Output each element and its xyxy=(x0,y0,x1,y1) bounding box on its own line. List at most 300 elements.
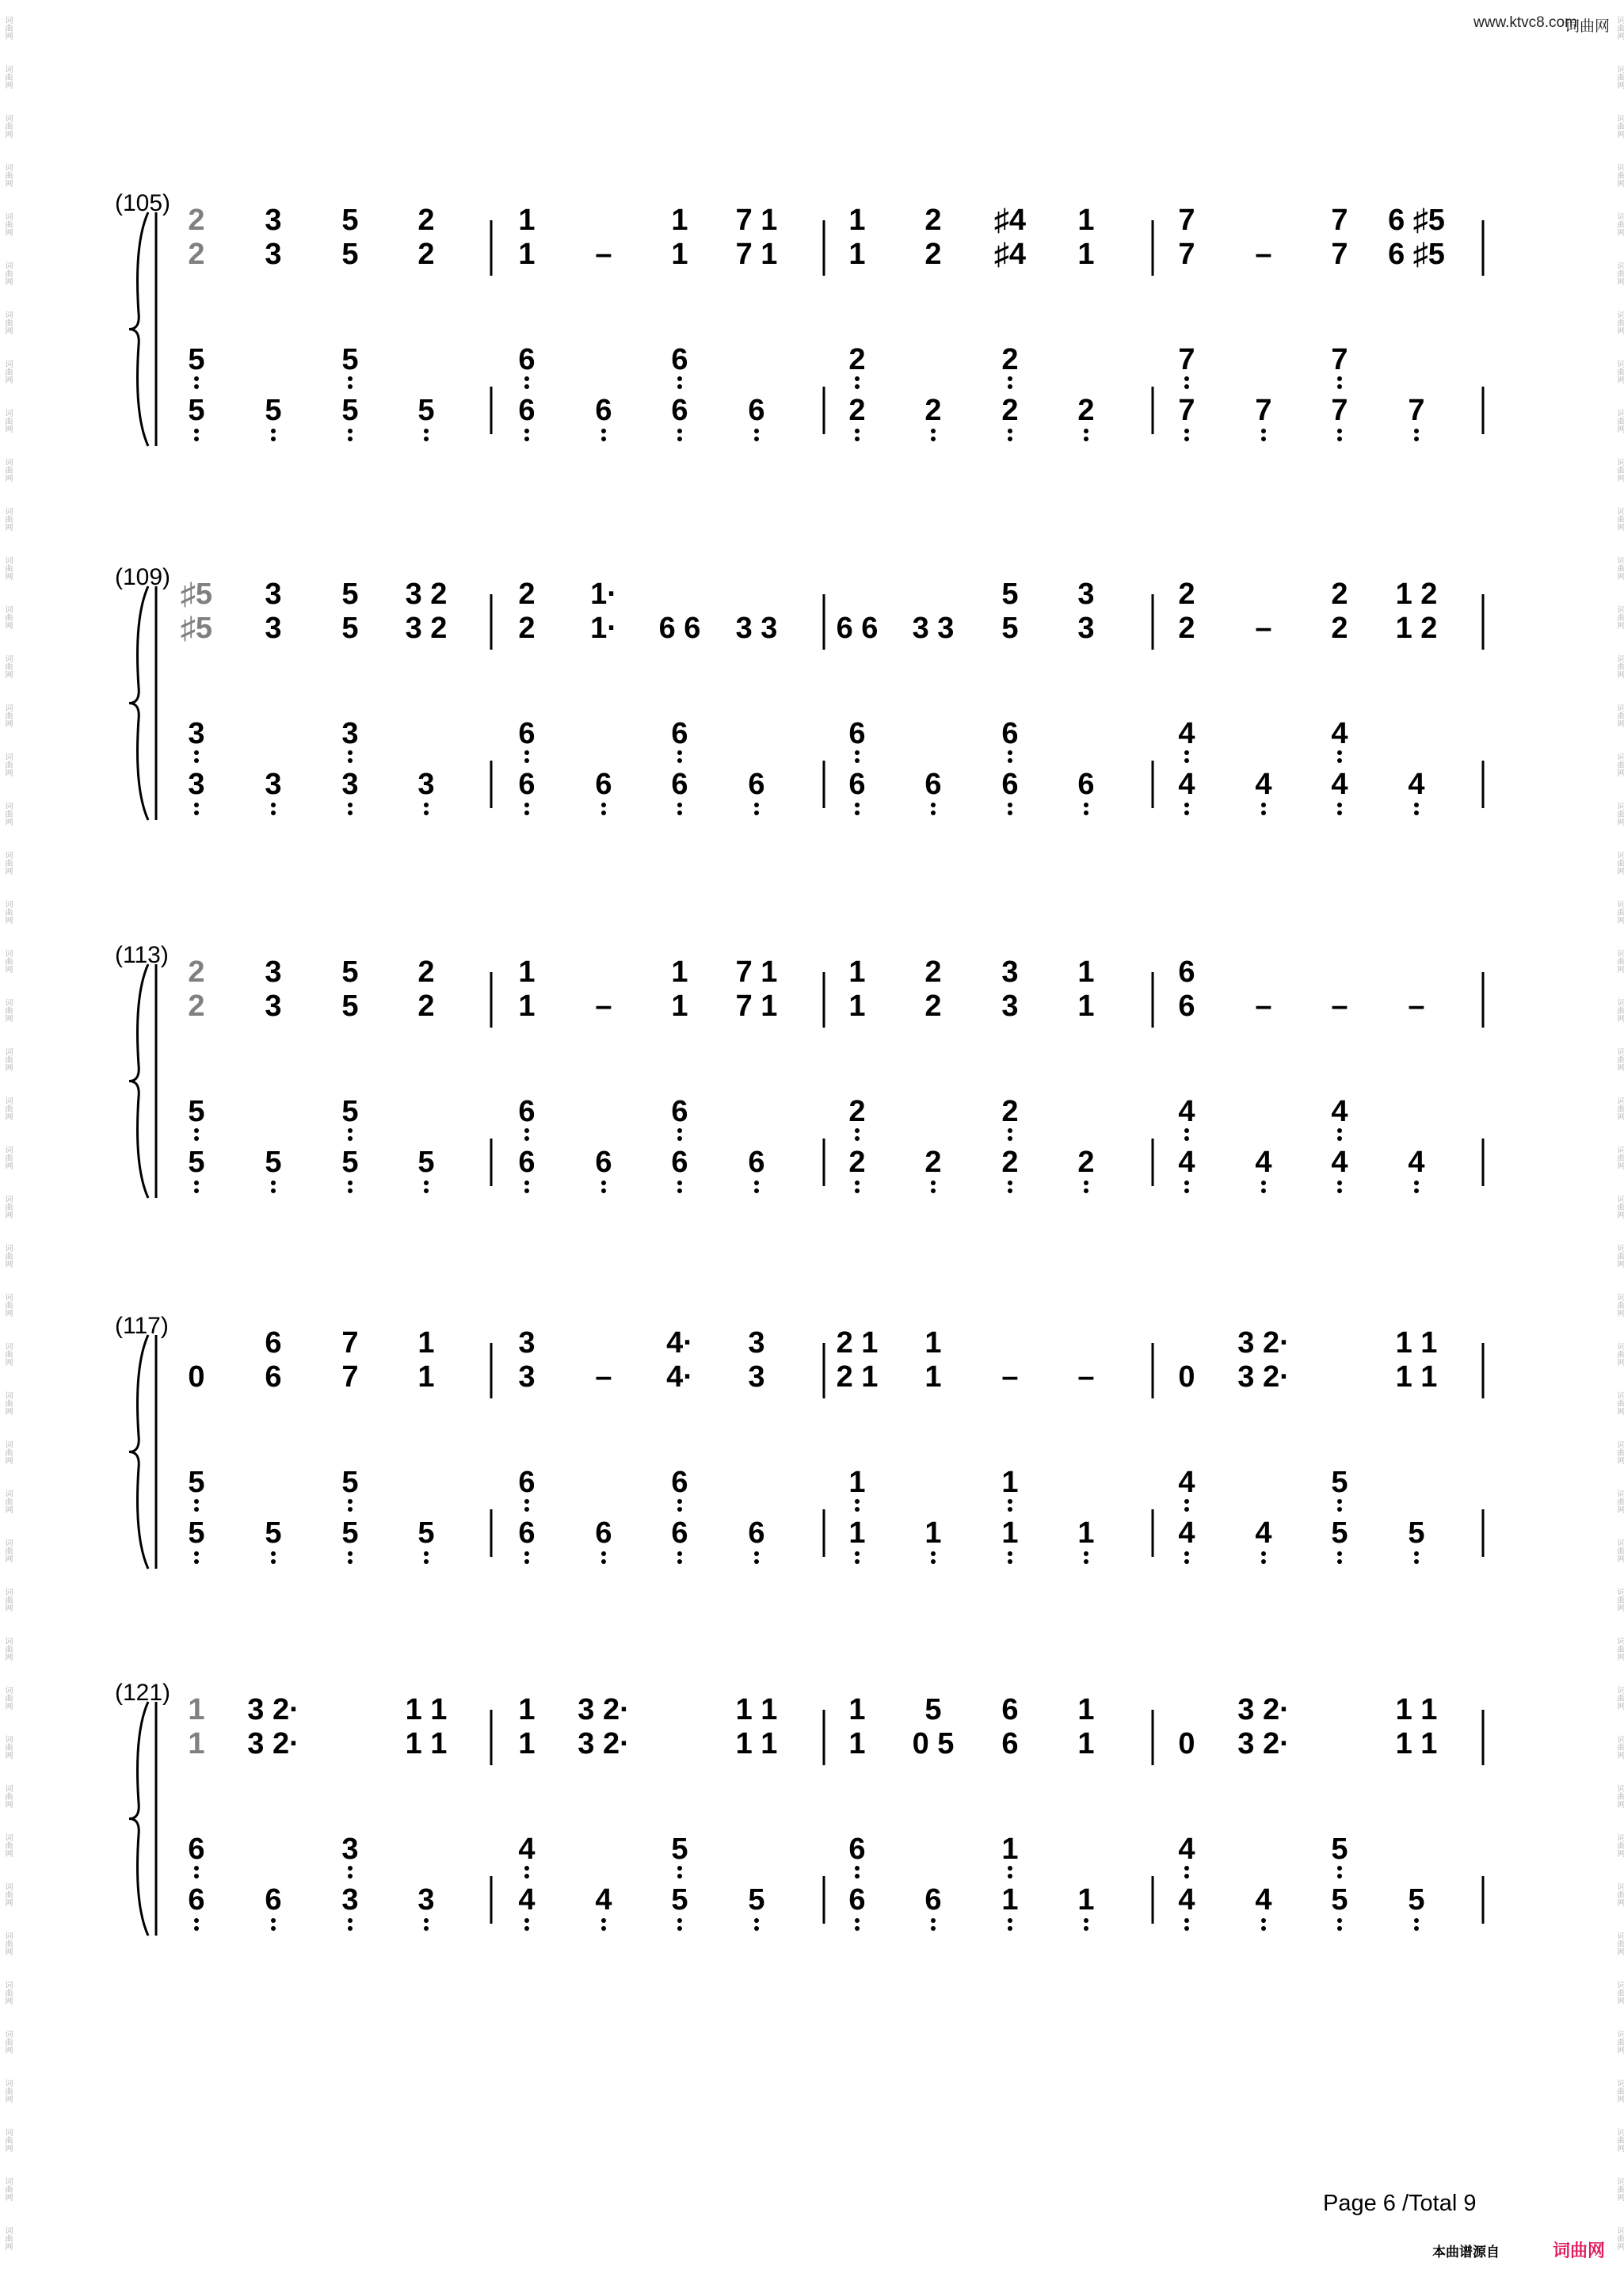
octave-dot xyxy=(855,437,860,441)
octave-dot xyxy=(1184,811,1189,815)
edge-watermark: 词曲网 xyxy=(3,1244,12,1268)
edge-watermark: 词曲网 xyxy=(3,163,12,187)
octave-dot xyxy=(754,437,759,441)
score-note: 6 6 xyxy=(658,612,701,645)
edge-watermark: 词曲网 xyxy=(3,360,12,383)
edge-watermark: 词曲网 xyxy=(3,409,12,433)
octave-dot xyxy=(424,1551,429,1556)
octave-dot xyxy=(1008,758,1012,763)
score-note: 6 xyxy=(518,394,536,427)
octave-dot xyxy=(677,1866,682,1871)
edge-watermark: 词曲网 xyxy=(3,851,12,875)
octave-dot xyxy=(1337,1866,1342,1871)
grand-staff-brace xyxy=(129,1335,148,1569)
score-note: 6 xyxy=(518,768,536,801)
score-note: 5 xyxy=(1331,1516,1348,1550)
score-note: 1· xyxy=(590,612,617,645)
octave-dot xyxy=(524,811,529,815)
octave-dot xyxy=(1261,811,1266,815)
score-note: – xyxy=(1077,1360,1095,1394)
edge-watermark: 词曲网 xyxy=(3,1932,12,1955)
score-note: 3 xyxy=(341,1833,359,1866)
score-note: 1 1 xyxy=(1395,1326,1438,1360)
edge-watermark: 词曲网 xyxy=(3,1293,12,1317)
octave-dot xyxy=(931,1188,936,1193)
score-note: 5 xyxy=(341,394,359,427)
octave-dot xyxy=(348,1507,353,1512)
edge-watermark: 词曲网 xyxy=(3,16,12,40)
measure-number-label: (113) xyxy=(115,942,169,968)
score-note: 6 xyxy=(518,1146,536,1179)
octave-dot xyxy=(1337,1551,1342,1556)
score-note: 3 xyxy=(341,768,359,801)
octave-dot xyxy=(601,1551,606,1556)
score-note: 4 xyxy=(1178,1466,1195,1499)
edge-watermark: 词曲网 xyxy=(3,261,12,285)
score-note: 2 xyxy=(518,578,536,611)
octave-dot xyxy=(1337,1926,1342,1931)
octave-dot xyxy=(1261,429,1266,433)
octave-dot xyxy=(1008,1551,1012,1556)
octave-dot xyxy=(524,1188,529,1193)
octave-dot xyxy=(1184,1128,1189,1133)
score-note: 2 xyxy=(1001,1095,1019,1128)
octave-dot xyxy=(271,429,276,433)
edge-watermark: 词曲网 xyxy=(3,507,12,531)
score-note: – xyxy=(595,1360,612,1394)
score-note: 1 1 xyxy=(1395,1727,1438,1760)
octave-dot xyxy=(1008,1499,1012,1504)
edge-watermark: 词曲网 xyxy=(3,1440,12,1464)
score-note: 1· xyxy=(590,578,617,611)
octave-dot xyxy=(524,758,529,763)
score-note: 3 xyxy=(265,956,282,989)
octave-dot xyxy=(1414,1181,1419,1185)
octave-dot xyxy=(1337,1136,1342,1141)
octave-dot xyxy=(348,1866,353,1871)
measure-number-label: (105) xyxy=(115,190,171,216)
score-note: 2 xyxy=(188,204,205,237)
edge-watermark: 词曲网 xyxy=(3,1833,12,1857)
octave-dot xyxy=(931,1559,936,1564)
edge-watermark: 词曲网 xyxy=(1615,1391,1624,1415)
edge-watermark: 词曲网 xyxy=(1615,556,1624,580)
score-note: 5 xyxy=(1001,612,1019,645)
octave-dot xyxy=(1084,803,1088,807)
score-note: 2 xyxy=(924,394,942,427)
octave-dot xyxy=(524,1128,529,1133)
edge-watermark: 词曲网 xyxy=(1615,1244,1624,1268)
octave-dot xyxy=(1414,429,1419,433)
octave-dot xyxy=(1337,758,1342,763)
octave-dot xyxy=(1008,429,1012,433)
score-note: – xyxy=(1408,990,1425,1023)
score-note: 5 xyxy=(1001,578,1019,611)
octave-dot xyxy=(855,1188,860,1193)
score-note: 1 xyxy=(1001,1516,1019,1550)
score-note: 2 xyxy=(417,956,435,989)
score-note: 5 xyxy=(341,1095,359,1128)
edge-watermark: 词曲网 xyxy=(3,2226,12,2250)
octave-dot xyxy=(931,429,936,433)
edge-watermark: 词曲网 xyxy=(1615,114,1624,138)
score-note: 5 xyxy=(341,204,359,237)
score-note: ♯4 xyxy=(993,238,1027,271)
score-note: 1 xyxy=(1077,204,1095,237)
octave-dot xyxy=(1008,376,1012,381)
score-note: 6 xyxy=(671,717,688,750)
score-note: 5 xyxy=(341,578,359,611)
score-note: 6 xyxy=(1001,1693,1019,1726)
octave-dot xyxy=(348,376,353,381)
score-note: 6 xyxy=(671,1516,688,1550)
score-system xyxy=(115,942,1483,1198)
grand-staff-brace xyxy=(129,212,148,446)
edge-watermark: 词曲网 xyxy=(1615,1637,1624,1661)
octave-dot xyxy=(1414,803,1419,807)
octave-dot xyxy=(1414,1559,1419,1564)
edge-watermark: 词曲网 xyxy=(1615,1539,1624,1562)
edge-watermark: 词曲网 xyxy=(3,1981,12,2004)
score-note: 3 xyxy=(748,1326,765,1360)
score-note: 6 xyxy=(671,343,688,376)
edge-watermark: 词曲网 xyxy=(1615,1784,1624,1808)
octave-dot xyxy=(855,1507,860,1512)
octave-dot xyxy=(1184,1188,1189,1193)
score-note: 5 xyxy=(265,394,282,427)
octave-dot xyxy=(1261,437,1266,441)
score-note: 3 2· xyxy=(247,1727,299,1760)
score-note: 1 xyxy=(188,1693,205,1726)
edge-watermark: 词曲网 xyxy=(1615,1342,1624,1366)
octave-dot xyxy=(855,1866,860,1871)
score-note: 3 2 xyxy=(405,612,448,645)
score-note: 1 xyxy=(848,238,866,271)
edge-watermark: 词曲网 xyxy=(3,704,12,727)
octave-dot xyxy=(1337,811,1342,815)
score-note: 6 xyxy=(518,1095,536,1128)
score-note: 3 xyxy=(265,768,282,801)
score-note: – xyxy=(1331,990,1348,1023)
octave-dot xyxy=(855,758,860,763)
octave-dot xyxy=(1008,384,1012,389)
score-note: 6 xyxy=(1178,956,1195,989)
score-note: 2 xyxy=(1331,578,1348,611)
score-note: 6 xyxy=(924,768,942,801)
edge-watermark: 词曲网 xyxy=(1615,1686,1624,1710)
score-note: 5 xyxy=(671,1883,688,1917)
score-note: 5 xyxy=(417,394,435,427)
octave-dot xyxy=(1184,758,1189,763)
octave-dot xyxy=(524,1874,529,1879)
edge-watermark: 词曲网 xyxy=(1615,2128,1624,2152)
octave-dot xyxy=(194,1559,199,1564)
octave-dot xyxy=(1337,1499,1342,1504)
edge-watermark: 词曲网 xyxy=(3,998,12,1022)
score-note: 1 xyxy=(518,204,536,237)
octave-dot xyxy=(754,1188,759,1193)
edge-watermark: 词曲网 xyxy=(1615,1490,1624,1513)
score-note: 2 xyxy=(1077,394,1095,427)
score-note: 4 xyxy=(518,1833,536,1866)
edge-watermark: 词曲网 xyxy=(1615,16,1624,40)
page-indicator: Page 6 /Total 9 xyxy=(1323,2191,1477,2216)
score-note: 5 xyxy=(341,1146,359,1179)
octave-dot xyxy=(601,429,606,433)
score-note: 2 xyxy=(417,990,435,1023)
octave-dot xyxy=(524,1926,529,1931)
octave-dot xyxy=(194,384,199,389)
octave-dot xyxy=(677,1551,682,1556)
score-note: 3 3 xyxy=(735,612,778,645)
score-note: 2 1 xyxy=(836,1326,879,1360)
edge-watermark: 词曲网 xyxy=(1615,802,1624,826)
octave-dot xyxy=(424,1918,429,1923)
edge-watermark: 词曲网 xyxy=(3,1588,12,1612)
score-note: 7 xyxy=(1178,238,1195,271)
octave-dot xyxy=(1337,1559,1342,1564)
octave-dot xyxy=(524,384,529,389)
octave-dot xyxy=(348,437,353,441)
edge-watermark: 词曲网 xyxy=(3,1735,12,1759)
octave-dot xyxy=(1008,1559,1012,1564)
score-note: 0 xyxy=(1178,1727,1195,1760)
octave-dot xyxy=(194,1926,199,1931)
octave-dot xyxy=(1084,1559,1088,1564)
octave-dot xyxy=(271,1559,276,1564)
octave-dot xyxy=(754,1918,759,1923)
score-note: 3 xyxy=(265,612,282,645)
score-note: 6 xyxy=(1178,990,1195,1023)
score-note: 7 xyxy=(1408,394,1425,427)
score-note: 2 xyxy=(848,394,866,427)
octave-dot xyxy=(1184,1559,1189,1564)
octave-dot xyxy=(348,1918,353,1923)
score-note: 7 xyxy=(1331,394,1348,427)
octave-dot xyxy=(1414,437,1419,441)
octave-dot xyxy=(677,803,682,807)
footer-logo: 词曲网 xyxy=(1553,2241,1606,2260)
score-note: 3 xyxy=(341,1883,359,1917)
octave-dot xyxy=(754,1926,759,1931)
score-note: 2 xyxy=(188,956,205,989)
score-note: 2 1 xyxy=(836,1360,879,1394)
score-note: 6 xyxy=(265,1360,282,1394)
header-site-url: www.ktvc8.com xyxy=(1473,14,1577,31)
measure-number-label: (121) xyxy=(115,1680,171,1706)
score-note: 4 xyxy=(1255,1146,1272,1179)
octave-dot xyxy=(1414,1926,1419,1931)
octave-dot xyxy=(1184,437,1189,441)
score-note: 3 xyxy=(748,1360,765,1394)
edge-watermark: 词曲网 xyxy=(3,1686,12,1710)
score-note: 6 xyxy=(265,1883,282,1917)
octave-dot xyxy=(194,1128,199,1133)
score-note: 6 xyxy=(595,1146,612,1179)
octave-dot xyxy=(855,384,860,389)
octave-dot xyxy=(271,1188,276,1193)
octave-dot xyxy=(1084,1918,1088,1923)
grand-staff-brace xyxy=(129,964,148,1198)
octave-dot xyxy=(271,1918,276,1923)
score-note: 4 xyxy=(1255,768,1272,801)
octave-dot xyxy=(601,1926,606,1931)
score-note: 2 xyxy=(1077,1146,1095,1179)
edge-watermark: 词曲网 xyxy=(1615,605,1624,629)
score-note: 1 xyxy=(924,1516,942,1550)
octave-dot xyxy=(601,1188,606,1193)
octave-dot xyxy=(348,1128,353,1133)
score-note: 1 xyxy=(518,956,536,989)
score-note: 5 xyxy=(341,990,359,1023)
edge-watermark: 词曲网 xyxy=(3,1539,12,1562)
score-note: 5 xyxy=(1331,1883,1348,1917)
octave-dot xyxy=(677,384,682,389)
octave-dot xyxy=(424,803,429,807)
octave-dot xyxy=(677,1136,682,1141)
octave-dot xyxy=(524,437,529,441)
octave-dot xyxy=(348,1136,353,1141)
score-note: 0 xyxy=(188,1360,205,1394)
octave-dot xyxy=(1084,811,1088,815)
octave-dot xyxy=(194,1874,199,1879)
score-note: 7 1 xyxy=(735,990,778,1023)
score-note: 6 xyxy=(671,768,688,801)
octave-dot xyxy=(601,811,606,815)
edge-watermark: 词曲网 xyxy=(3,1047,12,1071)
octave-dot xyxy=(1337,1874,1342,1879)
score-note: 5 xyxy=(188,1516,205,1550)
score-note: 1 xyxy=(1001,1833,1019,1866)
edge-watermark: 词曲网 xyxy=(1615,2226,1624,2250)
edge-watermark: 词曲网 xyxy=(1615,900,1624,924)
score-note: 6 xyxy=(671,394,688,427)
octave-dot xyxy=(1008,1874,1012,1879)
octave-dot xyxy=(1184,1507,1189,1512)
score-note: 1 xyxy=(188,1727,205,1760)
score-note: 1 xyxy=(848,1693,866,1726)
edge-watermark: 词曲网 xyxy=(3,1097,12,1120)
edge-watermark: 词曲网 xyxy=(1615,1981,1624,2004)
score-note: 3 2· xyxy=(1237,1360,1290,1394)
score-note: 1 xyxy=(671,956,688,989)
edge-watermark: 词曲网 xyxy=(3,2177,12,2201)
score-note: 5 xyxy=(1408,1516,1425,1550)
octave-dot xyxy=(677,429,682,433)
edge-watermark: 词曲网 xyxy=(1615,1440,1624,1464)
octave-dot xyxy=(931,1926,936,1931)
score-note: 4· xyxy=(666,1360,693,1394)
score-note: 4 xyxy=(595,1883,612,1917)
score-note: 6 xyxy=(748,1516,765,1550)
score-note: 3 2· xyxy=(1237,1326,1290,1360)
score-note: 6 6 xyxy=(836,612,879,645)
edge-watermark: 词曲网 xyxy=(1615,1293,1624,1317)
score-note: 2 xyxy=(1178,578,1195,611)
octave-dot xyxy=(1337,437,1342,441)
octave-dot xyxy=(1337,1188,1342,1193)
edge-watermark: 词曲网 xyxy=(3,1146,12,1169)
measure-number-label: (109) xyxy=(115,564,171,590)
octave-dot xyxy=(1084,1551,1088,1556)
octave-dot xyxy=(194,1181,199,1185)
score-note: 6 ♯5 xyxy=(1388,238,1445,271)
octave-dot xyxy=(194,1499,199,1504)
octave-dot xyxy=(1337,803,1342,807)
octave-dot xyxy=(1008,1188,1012,1193)
edge-watermark: 词曲网 xyxy=(3,1195,12,1219)
octave-dot xyxy=(1008,1136,1012,1141)
octave-dot xyxy=(677,1926,682,1931)
edge-watermark: 词曲网 xyxy=(3,753,12,776)
edge-watermark: 词曲网 xyxy=(3,2079,12,2103)
score-note: 7 xyxy=(341,1360,359,1394)
score-note: 4 xyxy=(1178,1833,1195,1866)
octave-dot xyxy=(524,1499,529,1504)
octave-dot xyxy=(194,437,199,441)
edge-watermark: 词曲网 xyxy=(3,458,12,482)
octave-dot xyxy=(348,1188,353,1193)
octave-dot xyxy=(348,1499,353,1504)
octave-dot xyxy=(601,437,606,441)
octave-dot xyxy=(271,803,276,807)
score-note: 4 xyxy=(1178,1883,1195,1917)
score-note: 2 xyxy=(518,612,536,645)
score-note: 3 xyxy=(265,238,282,271)
octave-dot xyxy=(1337,1507,1342,1512)
score-note: 5 xyxy=(265,1516,282,1550)
octave-dot xyxy=(1414,1188,1419,1193)
octave-dot xyxy=(424,1559,429,1564)
score-note: 3 2· xyxy=(247,1693,299,1726)
score-note: 2 xyxy=(1001,343,1019,376)
edge-watermark: 词曲网 xyxy=(1615,1146,1624,1169)
octave-dot xyxy=(855,803,860,807)
octave-dot xyxy=(194,429,199,433)
score-note: 3 xyxy=(341,717,359,750)
octave-dot xyxy=(931,803,936,807)
score-note: 6 xyxy=(518,1516,536,1550)
score-note: 1 xyxy=(848,1516,866,1550)
octave-dot xyxy=(348,803,353,807)
octave-dot xyxy=(1008,811,1012,815)
score-note: 1 xyxy=(671,238,688,271)
octave-dot xyxy=(1184,384,1189,389)
octave-dot xyxy=(194,811,199,815)
score-system xyxy=(115,564,1483,820)
score-note: 4 xyxy=(1331,768,1348,801)
octave-dot xyxy=(1337,1181,1342,1185)
octave-dot xyxy=(1184,1926,1189,1931)
octave-dot xyxy=(855,1559,860,1564)
octave-dot xyxy=(1414,1918,1419,1923)
score-note: 1 xyxy=(848,1466,866,1499)
header-brand: 词曲网 xyxy=(1565,18,1611,35)
edge-watermark: 词曲网 xyxy=(1615,311,1624,334)
score-note: 5 xyxy=(924,1693,942,1726)
octave-dot xyxy=(855,1926,860,1931)
octave-dot xyxy=(348,1874,353,1879)
octave-dot xyxy=(348,758,353,763)
edge-watermark: 词曲网 xyxy=(1615,1882,1624,1906)
score-note: 1 xyxy=(848,956,866,989)
edge-watermark: 词曲网 xyxy=(1615,360,1624,383)
edge-watermark: 词曲网 xyxy=(1615,1195,1624,1219)
grand-staff-brace xyxy=(129,586,148,820)
score-note: 6 xyxy=(848,1833,866,1866)
score-note: 1 xyxy=(848,1727,866,1760)
edge-watermark: 词曲网 xyxy=(3,1784,12,1808)
